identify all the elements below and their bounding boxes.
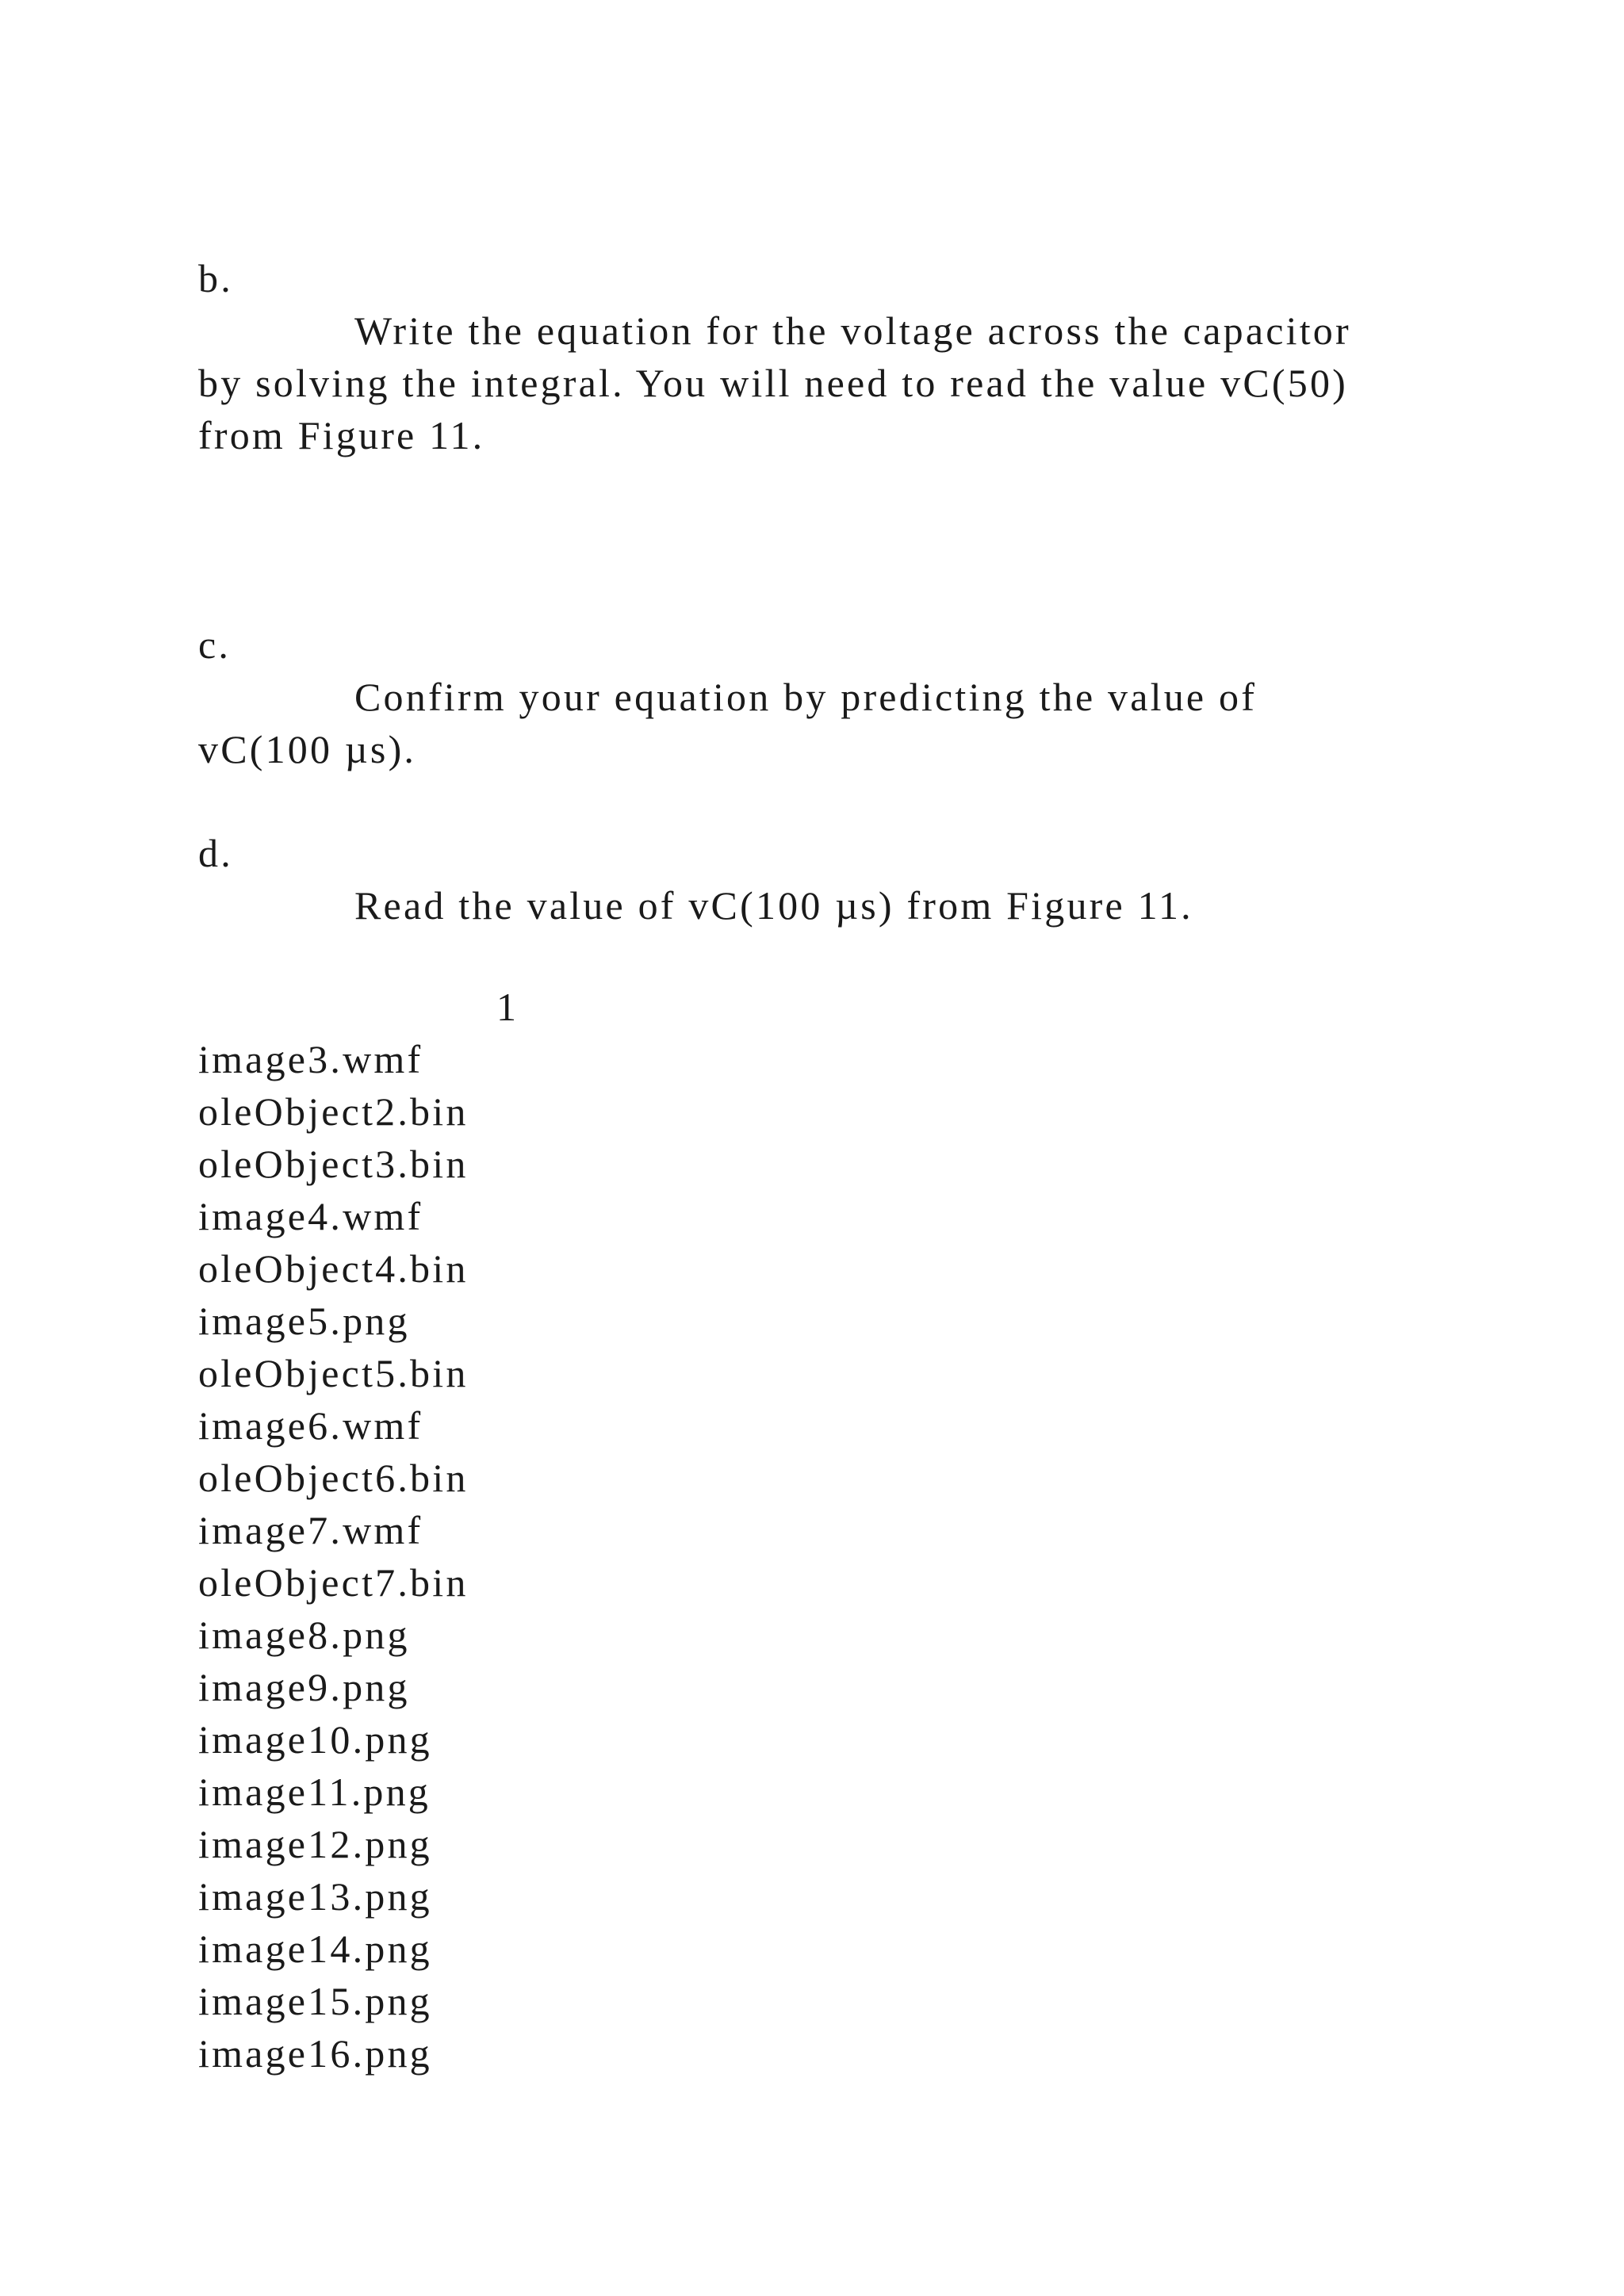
- file-list-item: image15.png: [198, 1979, 432, 2023]
- section-b-line-3: from Figure 11.: [198, 413, 485, 457]
- file-list-item: image13.png: [198, 1874, 432, 1919]
- file-list-item: oleObject7.bin: [198, 1560, 469, 1605]
- page-number: 1: [496, 985, 519, 1029]
- file-list-item: image8.png: [198, 1613, 410, 1657]
- file-list-item: image5.png: [198, 1299, 410, 1343]
- embedded-file-list: [198, 1033, 469, 2080]
- file-list-item: oleObject4.bin: [198, 1246, 469, 1291]
- file-list-item: oleObject5.bin: [198, 1351, 469, 1395]
- file-list-item: image12.png: [198, 1822, 432, 1866]
- section-b-line-1: Write the equation for the voltage across the capacitor: [354, 308, 1351, 353]
- file-list-item: image9.png: [198, 1665, 410, 1709]
- file-list-item: image3.wmf: [198, 1037, 423, 1081]
- section-d-line-1: Read the value of vC(100 µs) from Figure 11.: [354, 883, 1193, 928]
- section-c-line-1: Confirm your equation by predicting the value of: [354, 675, 1258, 719]
- section-b-label: b.: [198, 256, 233, 300]
- file-list-item: oleObject3.bin: [198, 1142, 469, 1186]
- section-c-line-2: vC(100 µs).: [198, 727, 417, 771]
- file-list-item: image14.png: [198, 1927, 432, 1971]
- file-list-item: image16.png: [198, 2031, 432, 2076]
- file-list-item: image4.wmf: [198, 1194, 423, 1238]
- file-list-item: image7.wmf: [198, 1508, 423, 1552]
- file-list-item: image6.wmf: [198, 1403, 423, 1448]
- file-list-item: oleObject6.bin: [198, 1456, 469, 1500]
- file-list-item: image10.png: [198, 1717, 432, 1762]
- section-b-line-2: by solving the integral. You will need to read the value vC(50): [198, 361, 1348, 405]
- file-list-item: oleObject2.bin: [198, 1089, 469, 1134]
- section-d-label: d.: [198, 831, 233, 875]
- file-list-item: image11.png: [198, 1770, 431, 1814]
- section-c-label: c.: [198, 622, 232, 667]
